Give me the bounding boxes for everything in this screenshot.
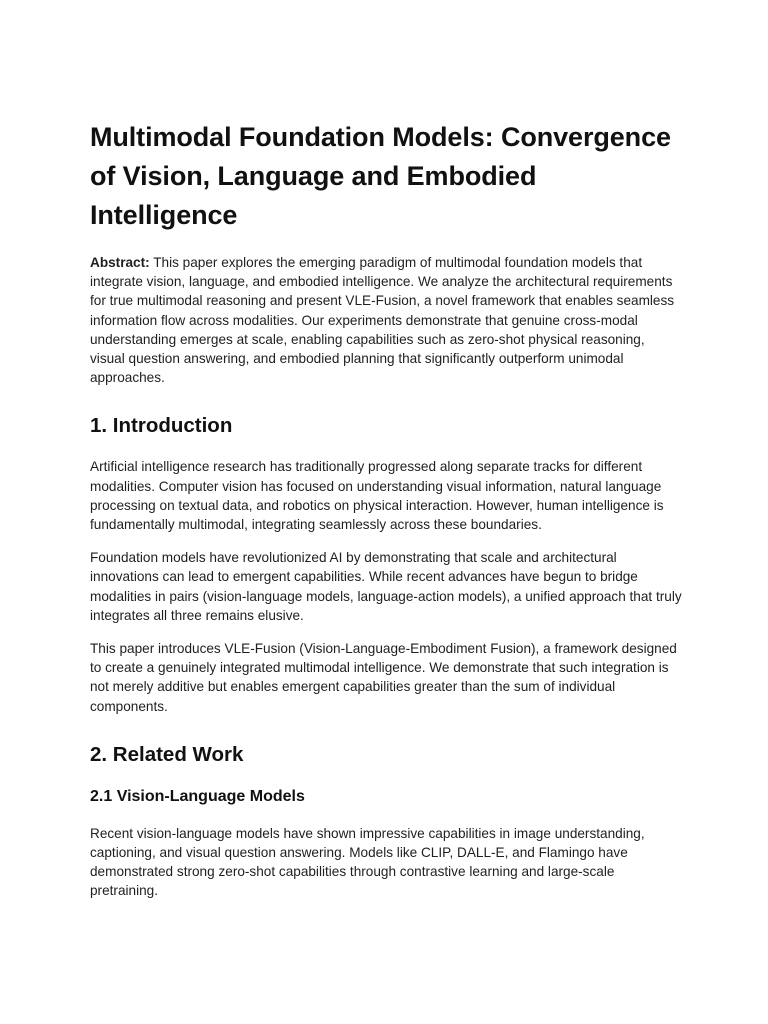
abstract — [90, 253, 682, 387]
vision-language-paragraph-1: Recent vision-language models have shown impressive capabilities in image understanding, captioning, and visual question answering. Models like CLIP, DALL-E, and Flamingo have demonstrated strong zero-shot capabilities through contrastive learning and large-scale pretraining. — [90, 825, 645, 899]
paper-title: Multimodal Foundation Models: Convergence of Vision, Language and Embodied Intelligence — [90, 122, 671, 230]
introduction-paragraph-1: Artificial intelligence research has traditionally progressed along separate tracks for different modalities. Computer vision has focused on understanding visual information, natural language processing on textual data, and robotics on physical interaction. However, human intelligence is fundamentally multimodal, integrating seamlessly across these boundaries. — [90, 459, 664, 533]
section-heading-related-work: 2. Related Work — [90, 742, 244, 766]
introduction-paragraph-2: Foundation models have revolutionized AI by demonstrating that scale and architectural innovations can lead to emergent capabilities. While recent advances have begun to bridge modalities in pairs (vision-language models, language-action models), a unified approach that truly integrates all three remains elusive. — [90, 550, 682, 623]
subsection-heading-vision-language-models: 2.1 Vision-Language Models — [90, 787, 305, 805]
abstract-text: This paper explores the emerging paradigm of multimodal foundation models that integrate vision, language, and embodied intelligence. We analyze the architectural requirements for true multimodal reasoning and present VLE-Fusion, a novel framework that enables seamless information flow across modalities. Our experiments demonstrate that genuine cross-modal understanding emerges at scale, enabling capabilities such as zero-shot physical reasoning, visual question answering, and embodied planning that significantly outperform unimodal approaches. — [90, 255, 675, 386]
section-heading-introduction: 1. Introduction — [90, 414, 233, 438]
abstract-label: Abstract: — [90, 255, 150, 270]
introduction-paragraph-3: This paper introduces VLE-Fusion (Vision-Language-Embodiment Fusion), a framework designed to create a genuinely integrated multimodal intelligence. We demonstrate that such integration is not merely additive but enables emergent capabilities greater than the sum of individual components. — [90, 641, 677, 714]
